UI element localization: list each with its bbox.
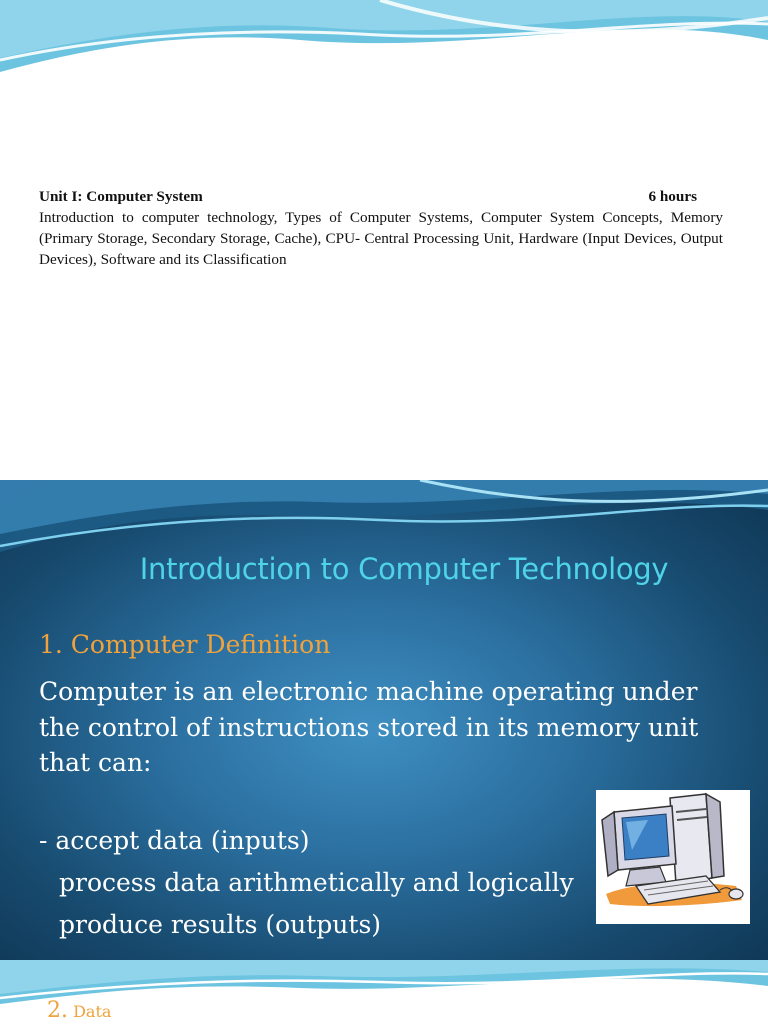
section-heading: 1. Computer Definition: [39, 630, 331, 659]
bullet-text: produce results (outputs): [59, 910, 382, 939]
bullet-marker: -: [39, 826, 48, 855]
unit-title: Unit I: Computer System: [39, 188, 203, 205]
slide-3: [0, 960, 768, 1024]
slide-3-header-wave: [0, 960, 768, 1004]
slide-1-header-wave: [0, 0, 768, 80]
unit-hours: 6 hours: [648, 188, 697, 205]
slide-3-heading: [47, 998, 111, 1023]
slide-1: [0, 0, 768, 480]
definition-text: Computer is an electronic machine operating under the control of instructions stored in its memory unit that can:: [39, 677, 699, 777]
unit-description: Introduction to computer technology, Types of Computer Systems, Computer System Concepts, Memory (Primary Storage, Secondary Storage, Cache), CPU- Central Processing Unit, Hardware (Input Devices, Output Devices), Software and its Classification: [39, 209, 723, 268]
bullet-text: accept data (inputs): [55, 826, 310, 855]
slide-2-header-wave: [0, 480, 768, 560]
bullet-list: [39, 820, 659, 946]
list-item: [39, 904, 659, 946]
slide-2: [0, 480, 768, 960]
unit-header: [39, 186, 723, 207]
slide-title: Introduction to Computer Technology: [139, 552, 669, 586]
heading-number: 2.: [47, 998, 68, 1023]
heading-text: Data: [73, 1002, 112, 1021]
list-item: [39, 862, 659, 904]
bullet-text: process data arithmetically and logically: [59, 868, 574, 897]
syllabus-unit: [39, 186, 723, 270]
list-item: [39, 820, 659, 862]
desktop-computer-icon: [596, 790, 750, 924]
